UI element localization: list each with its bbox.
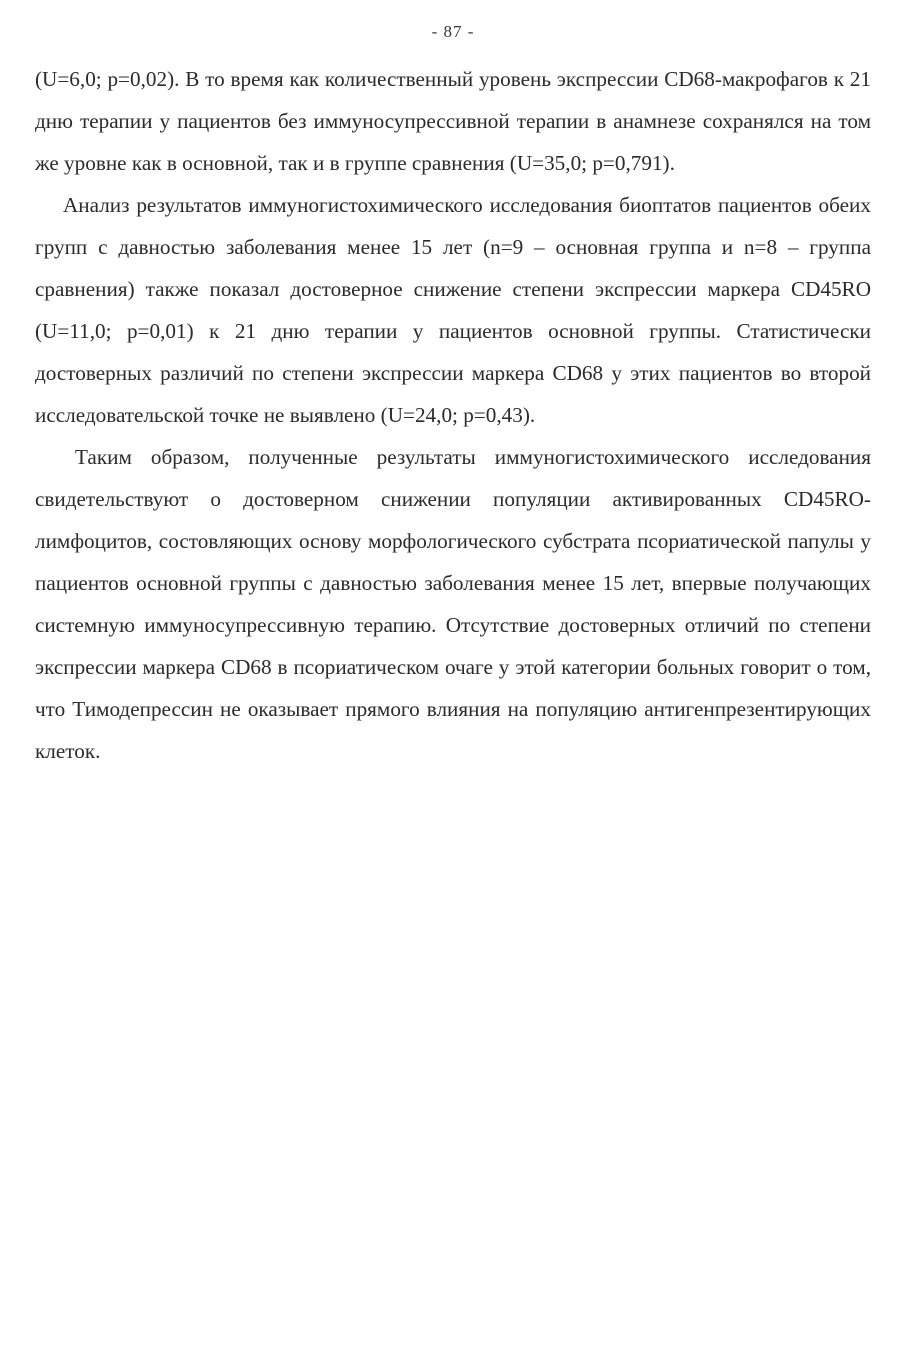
paragraph-3: Таким образом, полученные результаты иммуногистохимического исследования свидетельствуют о достоверном снижении популяции активированных CD45RO-лимфоцитов, состовляющих основу морфологического субстрата псориатической папулы у пациентов основной группы с давностью заболевания менее 15 лет, впервые получающих системную иммуносупрессивную терапию. Отсутствие достоверных отличий по степени экспрессии маркера CD68 в псориатическом очаге у этой категории больных говорит о том, что Тимодепрессин не оказывает прямого влияния на популяцию антигенпрезентирующих клеток. [35, 445, 871, 763]
paragraph-2: Анализ результатов иммуногистохимического исследования биоптатов пациентов обеих групп с давностью заболевания менее 15 лет (n=9 – основная группа и n=8 – группа сравнения) также показал достоверное снижение степени экспрессии маркера CD45RO (U=11,0; p=0,01) к 21 дню терапии у пациентов основной группы. Статистически достоверных различий по степени экспрессии маркера CD68 у этих пациентов во второй исследовательской точке не выявлено (U=24,0; p=0,43). [35, 193, 871, 427]
page-number: - 87 - [431, 22, 475, 41]
paragraph-1: (U=6,0; p=0,02). В то время как количественный уровень экспрессии CD68-макрофагов к 21 дню терапии у пациентов без иммуносупрессивной терапии в анамнезе сохранялся на том же уровне как в основной, так и в группе сравнения (U=35,0; p=0,791). [35, 67, 871, 175]
body-text [35, 58, 871, 772]
